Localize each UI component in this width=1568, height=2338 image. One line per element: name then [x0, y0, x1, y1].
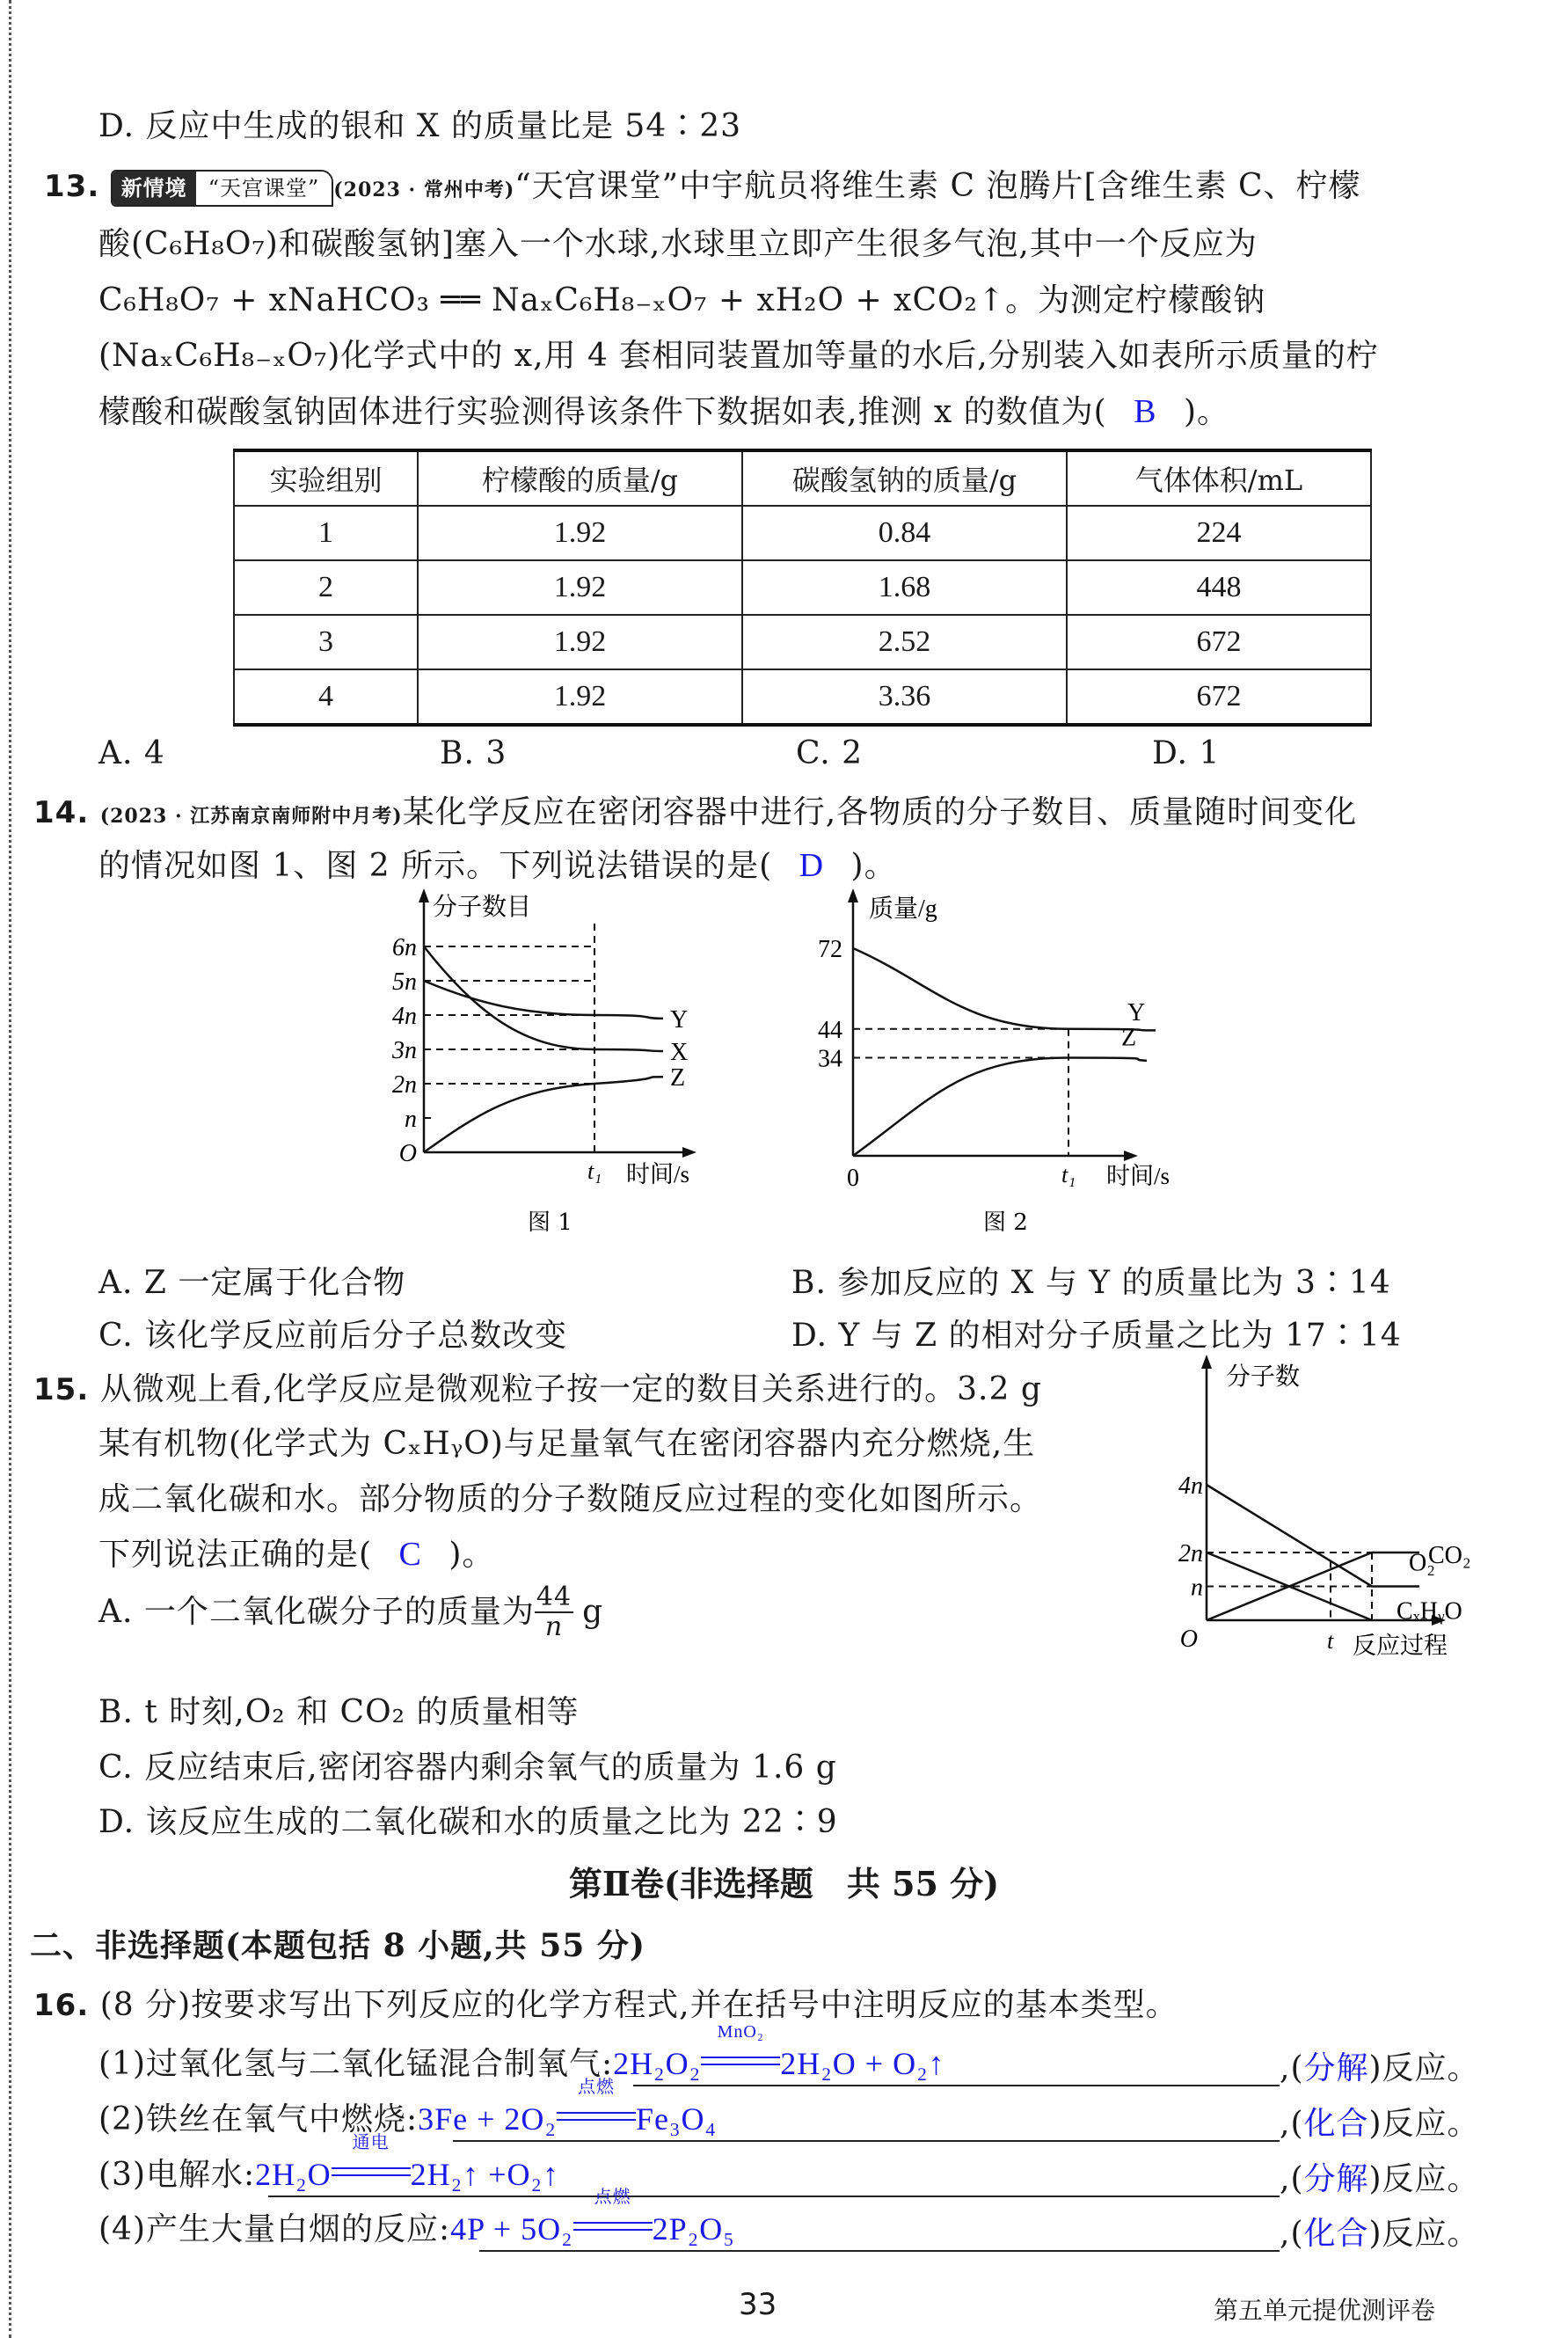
equation-answer — [418, 2078, 718, 2137]
y-axis-arrow-icon — [848, 888, 858, 902]
reaction-type-pre: ,( — [1280, 2050, 1304, 2086]
figure-2-chart — [791, 888, 1214, 1240]
equals-sign-icon — [332, 2167, 411, 2176]
q16-item-prompt: (3)电解水: — [98, 2157, 256, 2193]
equation-answer — [450, 2188, 735, 2247]
q13-option-b: B. 3 — [440, 735, 507, 771]
x-mark-label: t₁ — [1061, 1162, 1076, 1187]
q16-item — [98, 2133, 560, 2195]
q13-option-a: A. 4 — [98, 735, 165, 771]
y-axis-arrow-icon — [1201, 1355, 1212, 1369]
section2-title-text: 第Ⅱ卷(非选择题 共 55 分) — [568, 1864, 1000, 1903]
table-header: 气体体积/mL — [1067, 450, 1371, 506]
reaction-type — [1280, 2160, 1480, 2199]
q14-line2-post: )。 — [850, 848, 897, 884]
y-tick-label: 5n — [392, 968, 417, 996]
q15-text1: 从微观上看,化学反应是微观粒子按一定的数目关系进行的。3.2 g — [99, 1371, 1042, 1407]
equals-sign-icon — [701, 2057, 780, 2065]
equation-lhs: 3Fe + 2O₂ — [418, 2101, 557, 2137]
q15-option-b: B. t 时刻,O₂ 和 CO₂ 的质量相等 — [98, 1694, 580, 1730]
q16-intro-text: (8 分)按要求写出下列反应的化学方程式,并在括号中注明反应的基本类型。 — [99, 1987, 1178, 2023]
table-cell: 1.68 — [742, 560, 1067, 615]
reaction-type-post: )反应。 — [1368, 2161, 1480, 2197]
reaction-type-answer: 分解 — [1303, 2050, 1369, 2086]
reaction-type-post: )反应。 — [1368, 2106, 1480, 2142]
section2-title — [0, 1863, 1568, 1905]
equation-answer — [613, 2022, 945, 2081]
equation-lhs: 2H₂O₂ — [613, 2046, 702, 2081]
table-cell: 3 — [234, 615, 418, 669]
q13-line5-post: )。 — [1183, 394, 1229, 430]
equation-rhs: Fe₃O₄ — [635, 2101, 718, 2137]
table-cell: 3.36 — [742, 669, 1067, 725]
fraction-numerator: 44 — [536, 1582, 573, 1612]
reaction-type — [1280, 2215, 1480, 2254]
table-cell: 1.92 — [418, 560, 742, 615]
origin-label: O — [1179, 1626, 1198, 1653]
table-cell: 1.92 — [418, 615, 742, 669]
y-tick-label: 3n — [392, 1037, 417, 1064]
q15-option-a — [98, 1583, 603, 1641]
q15-line3: 成二氧化碳和水。部分物质的分子数随反应过程的变化如图所示。 — [98, 1481, 1043, 1517]
table-cell: 0.84 — [742, 506, 1067, 560]
q13-option-d: D. 1 — [1152, 735, 1221, 771]
x-axis-label: 反应过程 — [1353, 1633, 1448, 1659]
series-label: Z — [670, 1064, 686, 1092]
q13-option-c: C. 2 — [796, 735, 864, 771]
q14-option-a: A. Z 一定属于化合物 — [98, 1265, 406, 1301]
q15-option-a-unit: g — [582, 1594, 604, 1630]
table-cell: 1.92 — [418, 506, 742, 560]
reaction-type-post: )反应。 — [1368, 2050, 1480, 2086]
q14-source: (2023 · 江苏南京南师附中月考) — [99, 805, 403, 828]
page-number: 33 — [739, 2287, 777, 2322]
condition-label: 点燃 — [577, 2078, 615, 2097]
x-axis-label: 时间/s — [1106, 1163, 1171, 1189]
answer-blank-line — [453, 2140, 1280, 2142]
y-tick-label: 0 — [847, 1165, 859, 1192]
prev-option-d: D. 反应中生成的银和 X 的质量比是 54∶23 — [98, 108, 742, 144]
table-cell: 672 — [1067, 669, 1371, 725]
y-tick-label: n — [405, 1106, 417, 1133]
series-label-o2: O₂ — [1409, 1549, 1435, 1577]
reaction-type — [1280, 2105, 1480, 2144]
series-label-cxhyo: CₓHᵧO — [1397, 1597, 1462, 1626]
series-label: Y — [670, 1005, 689, 1034]
q15-option-c: C. 反应结束后,密闭容器内剩余氧气的质量为 1.6 g — [98, 1750, 837, 1786]
q13-data-table — [233, 449, 1372, 727]
figure-q15-chart — [1170, 1355, 1530, 1689]
equation-rhs: 2H₂O + O₂↑ — [780, 2046, 945, 2081]
y-tick-label: n — [1191, 1574, 1203, 1602]
reaction-condition — [557, 2078, 636, 2130]
table-header: 碳酸氢钠的质量/g — [742, 450, 1067, 506]
x-axis-arrow-icon — [682, 1147, 696, 1158]
table-cell: 448 — [1067, 560, 1371, 615]
fraction-denominator: n — [544, 1611, 564, 1642]
table-cell: 1.92 — [418, 669, 742, 725]
table-cell: 2 — [234, 560, 418, 615]
q15-option-a-text: A. 一个二氧化碳分子的质量为 — [98, 1594, 535, 1630]
q16-number: 16. — [33, 1988, 90, 2023]
series-label: Y — [1127, 998, 1146, 1027]
q13-equation: C₆H₈O₇ + xNaHCO₃ ══ NaₓC₆H₈₋ₓO₇ + xH₂O + xCO₂↑。为测定柠檬酸钠 — [98, 282, 1266, 318]
q14-line2-pre: 的情况如图 1、图 2 所示。下列说法错误的是( — [98, 848, 773, 884]
badge-dark: 新情境 — [113, 172, 196, 205]
reaction-type-answer: 化合 — [1303, 2216, 1369, 2252]
q15-number: 15. — [33, 1372, 90, 1407]
q15-line2: 某有机物(化学式为 CₓHᵧO)与足量氧气在密闭容器内充分燃烧,生 — [98, 1426, 1036, 1462]
y-axis-label: 质量/g — [869, 895, 937, 923]
table-row — [234, 560, 1371, 615]
series-line-Y — [853, 948, 1156, 1030]
condition-label: 通电 — [352, 2133, 390, 2152]
y-axis-arrow-icon — [419, 888, 429, 902]
q13-line4: (NaₓC₆H₈₋ₓO₇)化学式中的 x,用 4 套相同装置加等量的水后,分别装入如表所示质量的柠 — [98, 338, 1379, 374]
table-cell: 1 — [234, 506, 418, 560]
equation-rhs: 2P₂O₅ — [652, 2211, 735, 2247]
section2-heading: 二、非选择题(本题包括 8 小题,共 55 分) — [30, 1927, 645, 1964]
q13-line1 — [44, 167, 1361, 209]
q16-item-prompt: (4)产生大量白烟的反应: — [98, 2211, 451, 2247]
q14-line2 — [98, 846, 897, 886]
reaction-type — [1280, 2049, 1480, 2088]
q13-answer: B — [1134, 393, 1157, 430]
q16-item — [98, 2188, 735, 2249]
table-row — [234, 669, 1371, 725]
series-line — [1207, 1485, 1419, 1587]
q16-item-prompt: (1)过氧化氢与二氧化锰混合制氧气: — [98, 2046, 614, 2082]
table-cell: 672 — [1067, 615, 1371, 669]
x-axis-arrow-icon — [1124, 1151, 1138, 1161]
q16-item-prompt: (2)铁丝在氧气中燃烧: — [98, 2101, 419, 2137]
answer-blank-line — [633, 2085, 1280, 2086]
y-tick-label: 44 — [818, 1016, 842, 1044]
table-row — [234, 506, 1371, 560]
x-mark-label: t — [1327, 1628, 1334, 1654]
table-header: 实验组别 — [234, 450, 418, 506]
q13-text1: “天宫课堂”中宇航员将维生素 C 泡腾片[含维生素 C、柠檬 — [514, 168, 1361, 204]
figure-1-chart — [369, 888, 748, 1240]
q15-line4-post: )。 — [449, 1537, 495, 1573]
table-cell: 4 — [234, 669, 418, 725]
table-cell: 224 — [1067, 506, 1371, 560]
q15-option-d: D. 该反应生成的二氧化碳和水的质量之比为 22∶9 — [98, 1804, 838, 1840]
condition-label: MnO₂ — [717, 2022, 764, 2042]
y-tick-label: 72 — [818, 936, 842, 963]
answer-blank-line — [479, 2250, 1280, 2252]
q16-intro — [33, 1986, 1178, 2025]
q14-option-b: B. 参加反应的 X 与 Y 的质量比为 3∶14 — [791, 1265, 1391, 1301]
q14-option-c: C. 该化学反应前后分子总数改变 — [98, 1318, 568, 1354]
x-axis-label: 时间/s — [626, 1161, 690, 1187]
y-tick-label: 34 — [818, 1045, 842, 1073]
equation-lhs: 2H₂O — [255, 2157, 332, 2192]
reaction-type-answer: 化合 — [1303, 2106, 1369, 2142]
q15-line1 — [33, 1370, 1042, 1409]
q13-source: (2023 · 常州中考) — [333, 179, 515, 201]
series-line-Z — [424, 1077, 663, 1152]
q14-number: 14. — [33, 795, 90, 830]
reaction-condition — [701, 2022, 780, 2074]
fraction-44-over-n — [535, 1583, 573, 1641]
series-label: Z — [1121, 1024, 1137, 1052]
table-header: 柠檬酸的质量/g — [418, 450, 742, 506]
unit-title: 第五单元提优测评卷 — [1214, 2296, 1436, 2325]
q14-line1 — [33, 793, 1357, 836]
q13-number: 13. — [44, 169, 100, 204]
y-axis-label: 分子数 — [1226, 1363, 1301, 1391]
q13-line5 — [98, 392, 1229, 432]
y-tick-label: O — [398, 1140, 417, 1167]
figure-caption: 图 2 — [983, 1209, 1028, 1236]
equation-answer — [255, 2133, 560, 2192]
y-tick-label: 4n — [1178, 1472, 1203, 1500]
y-axis-label: 分子数目 — [433, 894, 532, 921]
y-tick-label: 6n — [392, 934, 417, 961]
y-tick-label: 4n — [392, 1003, 417, 1030]
reaction-type-pre: ,( — [1280, 2106, 1304, 2142]
answer-blank-line — [268, 2196, 1280, 2197]
reaction-condition — [573, 2188, 653, 2239]
badge-light: “天宫课堂” — [196, 172, 332, 205]
figure-caption: 图 1 — [528, 1209, 573, 1236]
q15-answer: C — [398, 1536, 422, 1573]
reaction-type-pre: ,( — [1280, 2216, 1304, 2252]
reaction-type-answer: 分解 — [1303, 2161, 1369, 2197]
q13-line5-pre: 檬酸和碳酸氢钠固体进行实验测得该条件下数据如表,推测 x 的数值为( — [98, 394, 1107, 430]
q14-answer: D — [799, 847, 825, 884]
reaction-condition — [332, 2133, 411, 2185]
equation-rhs: 2H₂↑ +O₂↑ — [410, 2157, 560, 2192]
equals-sign-icon — [557, 2112, 636, 2121]
q15-line4-pre: 下列说法正确的是( — [98, 1537, 373, 1573]
q13-line2: 酸(C₆H₈O₇)和碳酸氢钠]塞入一个水球,水球里立即产生很多气泡,其中一个反应为 — [98, 226, 1258, 262]
series-label: X — [670, 1038, 689, 1066]
y-tick-label: 2n — [392, 1071, 417, 1099]
equation-lhs: 4P + 5O₂ — [450, 2211, 573, 2247]
series-label-co2: CO₂ — [1428, 1542, 1471, 1569]
q14-text1: 某化学反应在密闭容器中进行,各物质的分子数目、质量随时间变化 — [402, 794, 1358, 830]
binding-margin-line — [9, 0, 11, 2338]
table-header-row — [234, 450, 1371, 506]
y-tick-label: 2n — [1178, 1540, 1203, 1567]
reaction-type-pre: ,( — [1280, 2161, 1304, 2197]
condition-label: 点燃 — [594, 2188, 631, 2207]
series-line-Z — [853, 1058, 1147, 1156]
x-mark-label: t₁ — [587, 1158, 602, 1184]
equals-sign-icon — [573, 2222, 653, 2231]
new-context-badge — [111, 170, 334, 207]
q15-line4 — [98, 1535, 494, 1574]
table-row — [234, 615, 1371, 669]
series-line-X — [424, 946, 663, 1051]
table-cell: 2.52 — [742, 615, 1067, 669]
q16-item — [98, 2022, 945, 2084]
q14-option-d: D. Y 与 Z 的相对分子质量之比为 17∶14 — [791, 1318, 1402, 1354]
q16-item — [98, 2078, 718, 2139]
reaction-type-post: )反应。 — [1368, 2216, 1480, 2252]
